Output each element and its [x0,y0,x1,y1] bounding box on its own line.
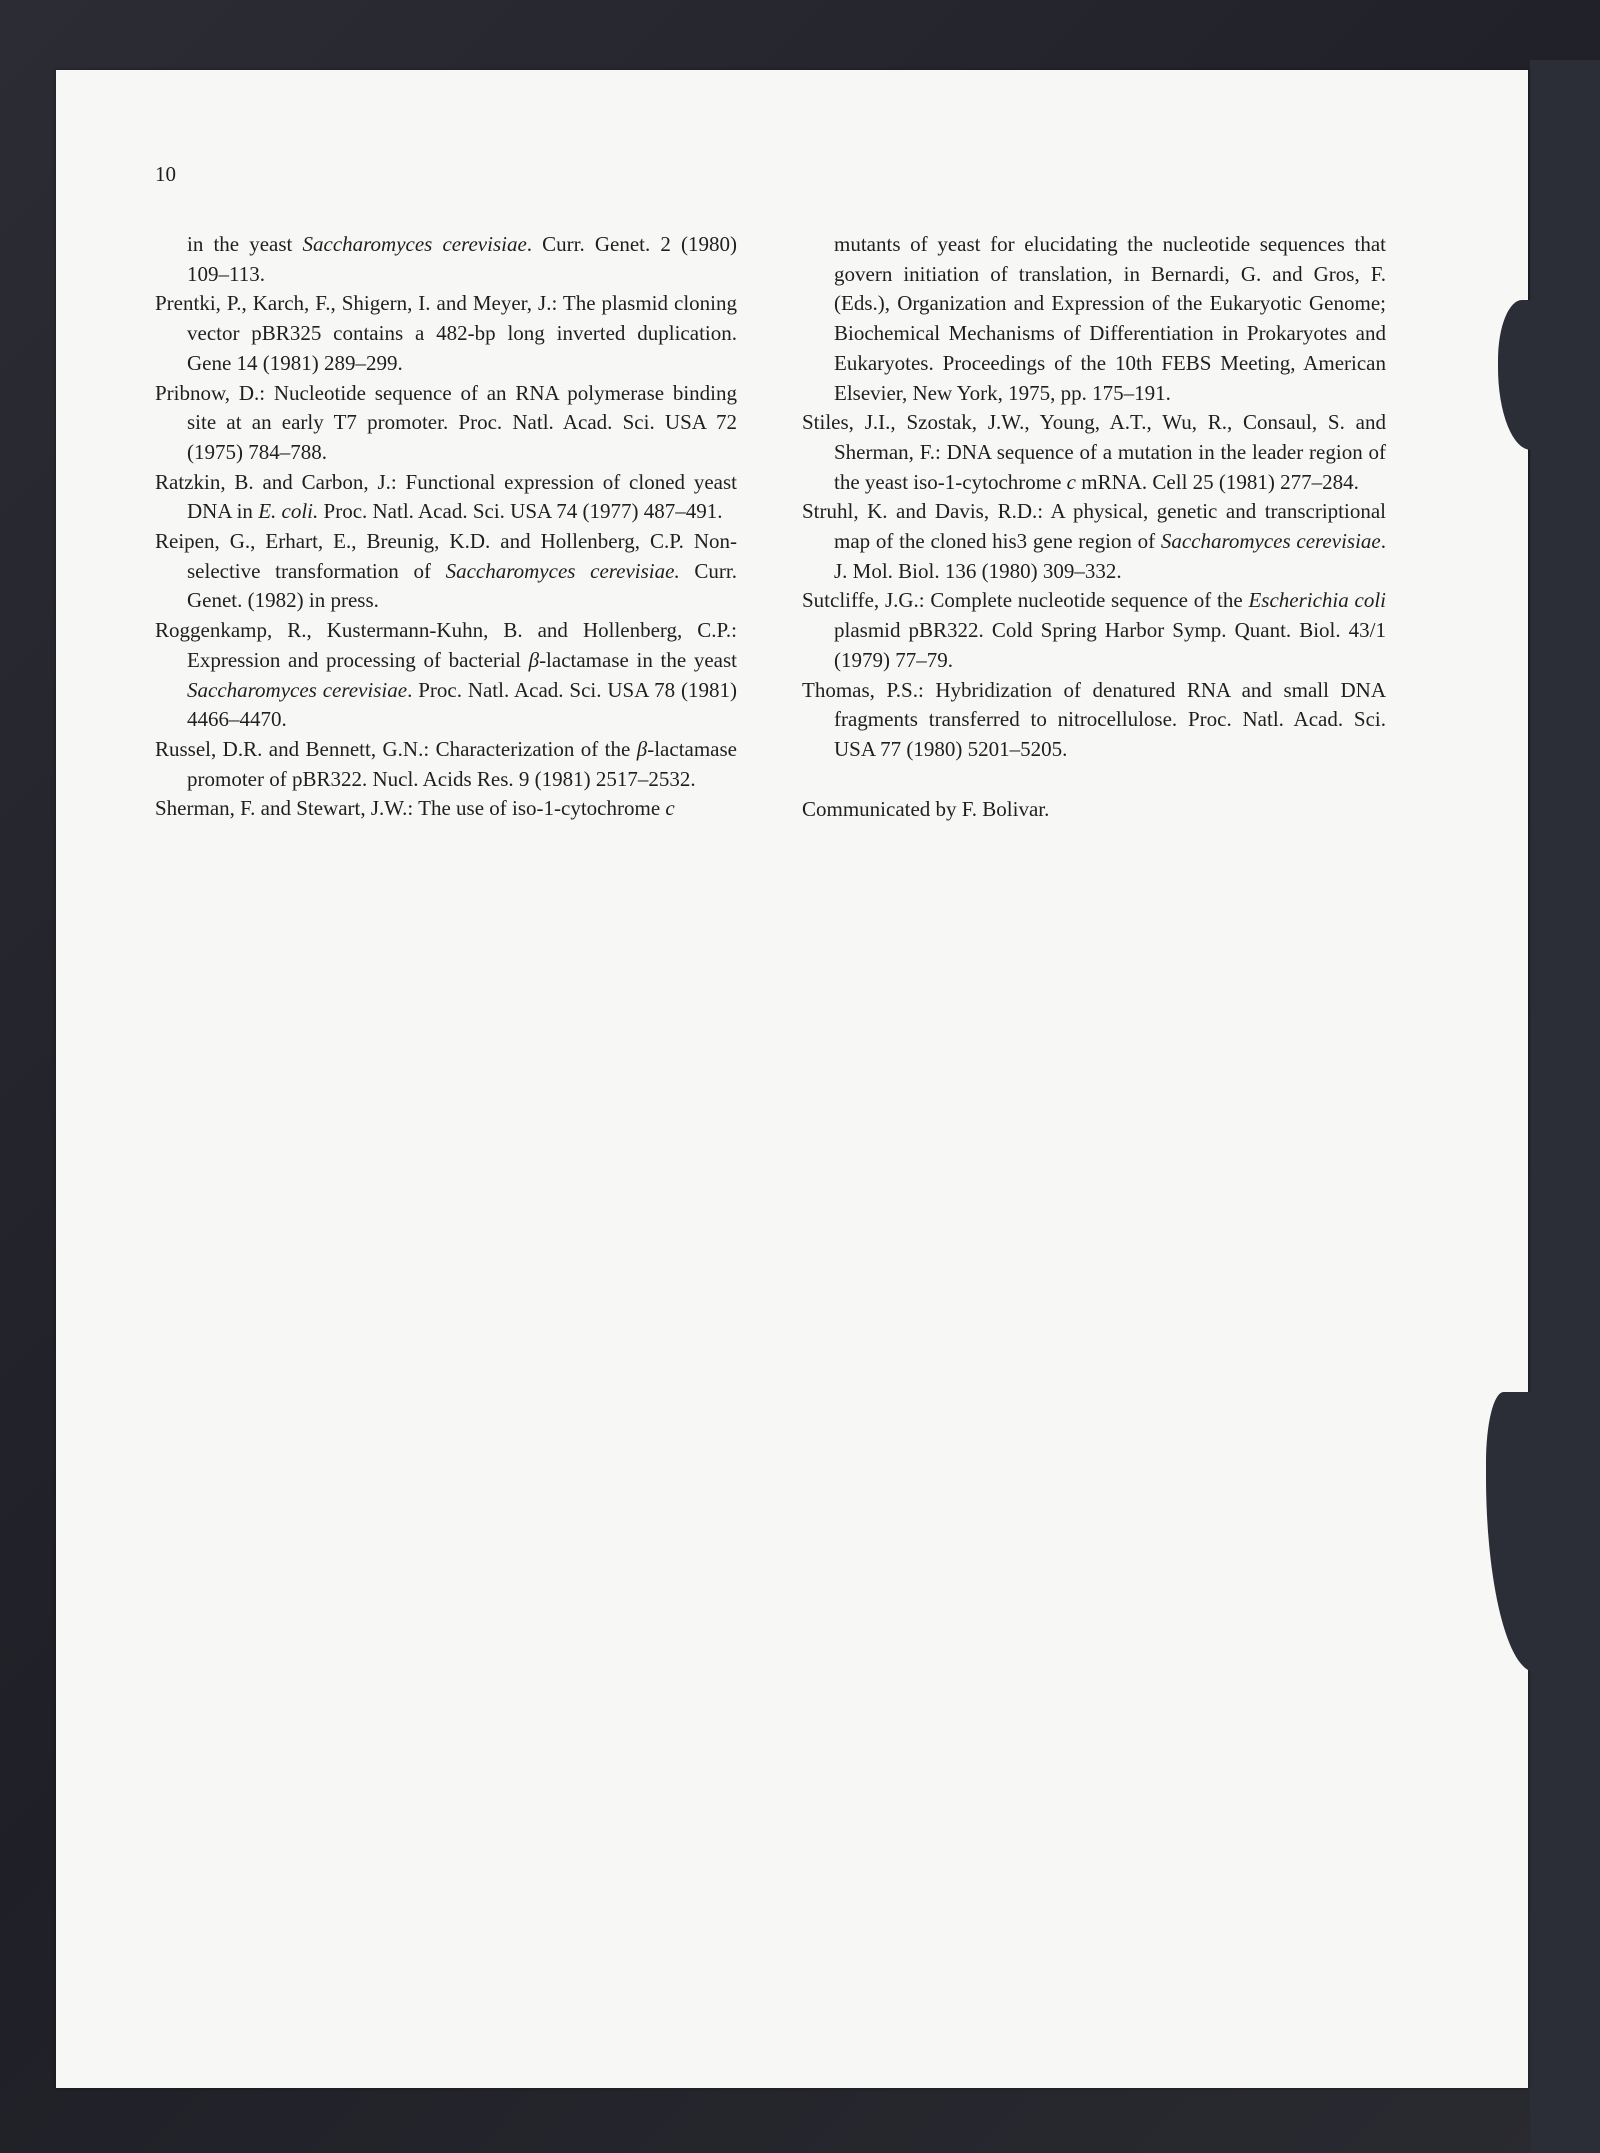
reference-continuation [155,230,737,289]
reference-italic-text: Saccharomyces cerevisiae [302,232,527,256]
reference-entry [155,527,737,616]
reference-entry [802,408,1386,497]
reference-text: Curr. Genet. (1982) in press. [187,558,737,613]
reference-text: Proc. Natl. Acad. Sci. USA 74 (1977) 487–491. [318,499,723,524]
reference-column-right [802,230,1386,824]
reference-text: . J. Mol. Biol. 136 (1980) 309–332. [834,529,1386,583]
reference-text: Pribnow, D.: Nucleotide sequence of an RNA polymerase binding site at an early T7 promoter. Proc. Natl. Acad. Sci. USA 72 (1975) 784–788. [155,380,737,464]
reference-text: -lactamase in the yeast [539,647,737,672]
communicated-by: Communicated by F. Bolivar. [802,796,1050,821]
reference-text: Reipen, G., Erhart, E., Breunig, K.D. and Hollenberg, C.P. Non-selective transformation of [155,529,737,583]
reference-italic-text: Saccharomyces cerevisiae [1160,529,1381,554]
reference-italic-text: Escherichia coli [1248,588,1386,613]
reference-entry [155,468,737,527]
reference-text: Sutcliffe, J.G.: Complete nucleotide sequence of the [802,588,1249,613]
reference-italic-text: Saccharomyces cerevisiae. [445,558,680,583]
reference-text: Stiles, J.I., Szostak, J.W., Young, A.T., Wu, R., Consaul, S. and Sherman, F.: DNA sequence of a mutation in the leader region of the yeast iso-1-cytochrome [802,410,1386,494]
reference-italic-text: E. coli. [258,499,319,524]
reference-entry [155,289,737,378]
reference-text: -lactamase promoter of pBR322. Nucl. Acids Res. 9 (1981) 2517–2532. [187,736,737,791]
reference-text: . Proc. Natl. Acad. Sci. USA 78 (1981) 4466–4470. [187,677,737,732]
reference-text: Roggenkamp, R., Kustermann-Kuhn, B. and Hollenberg, C.P.: Expression and processing of bacterial [155,618,737,672]
reference-entry [802,676,1386,765]
reference-column-left [155,230,737,824]
reference-entry [802,586,1386,675]
reference-text: plasmid pBR322. Cold Spring Harbor Symp. Quant. Biol. 43/1 (1979) 77–79. [834,618,1386,672]
reference-text: Russel, D.R. and Bennett, G.N.: Characterization of the [155,736,637,761]
reference-text: Struhl, K. and Davis, R.D.: A physical, genetic and transcriptional map of the cloned his3 gene region of [802,499,1386,554]
reference-text: in the yeast [187,232,303,256]
reference-italic-text: Saccharomyces cerevisiae [187,677,408,702]
reference-entry [155,735,737,794]
reference-list-right [802,230,1386,765]
reference-italic-text: c [1066,469,1076,494]
reference-text: mRNA. Cell 25 (1981) 277–284. [1076,469,1359,494]
reference-entry [802,497,1386,586]
reference-text: Ratzkin, B. and Carbon, J.: Functional expression of cloned yeast DNA in [155,469,737,524]
reference-text: mutants of yeast for elucidating the nucleotide sequences that govern initiation of translation, in Bernardi, G. and Gros, F. (Eds.), Organization and Expression of the Eukaryotic Genome; Biochemical Mechanisms of Differentiation in Prokaryotes and Eukaryotes. Proceedings of the 10th FEBS Meeting, American Elsevier, New York, 1975, pp. 175–191. [834,232,1386,405]
reference-italic-text: c [665,796,675,821]
reference-text: Prentki, P., Karch, F., Shigern, I. and Meyer, J.: The plasmid cloning vector pBR325 contains a 482-bp long inverted duplication. Gene 14 (1981) 289–299. [155,291,737,375]
reference-text: . Curr. Genet. 2 (1980) 109–113. [187,232,737,286]
reference-continuation [802,230,1386,408]
page-number: 10 [155,162,176,186]
reference-text: Sherman, F. and Stewart, J.W.: The use of iso-1-cytochrome [155,796,666,821]
reference-italic-text: β [528,647,540,672]
reference-entry [155,616,737,735]
reference-text: Thomas, P.S.: Hybridization of denatured RNA and small DNA fragments transferred to nitrocellulose. Proc. Natl. Acad. Sci. USA 77 (1980) 5201–5205. [802,677,1386,761]
reference-entry [155,379,737,468]
reference-italic-text: β [636,736,648,761]
reference-entry [155,794,737,824]
